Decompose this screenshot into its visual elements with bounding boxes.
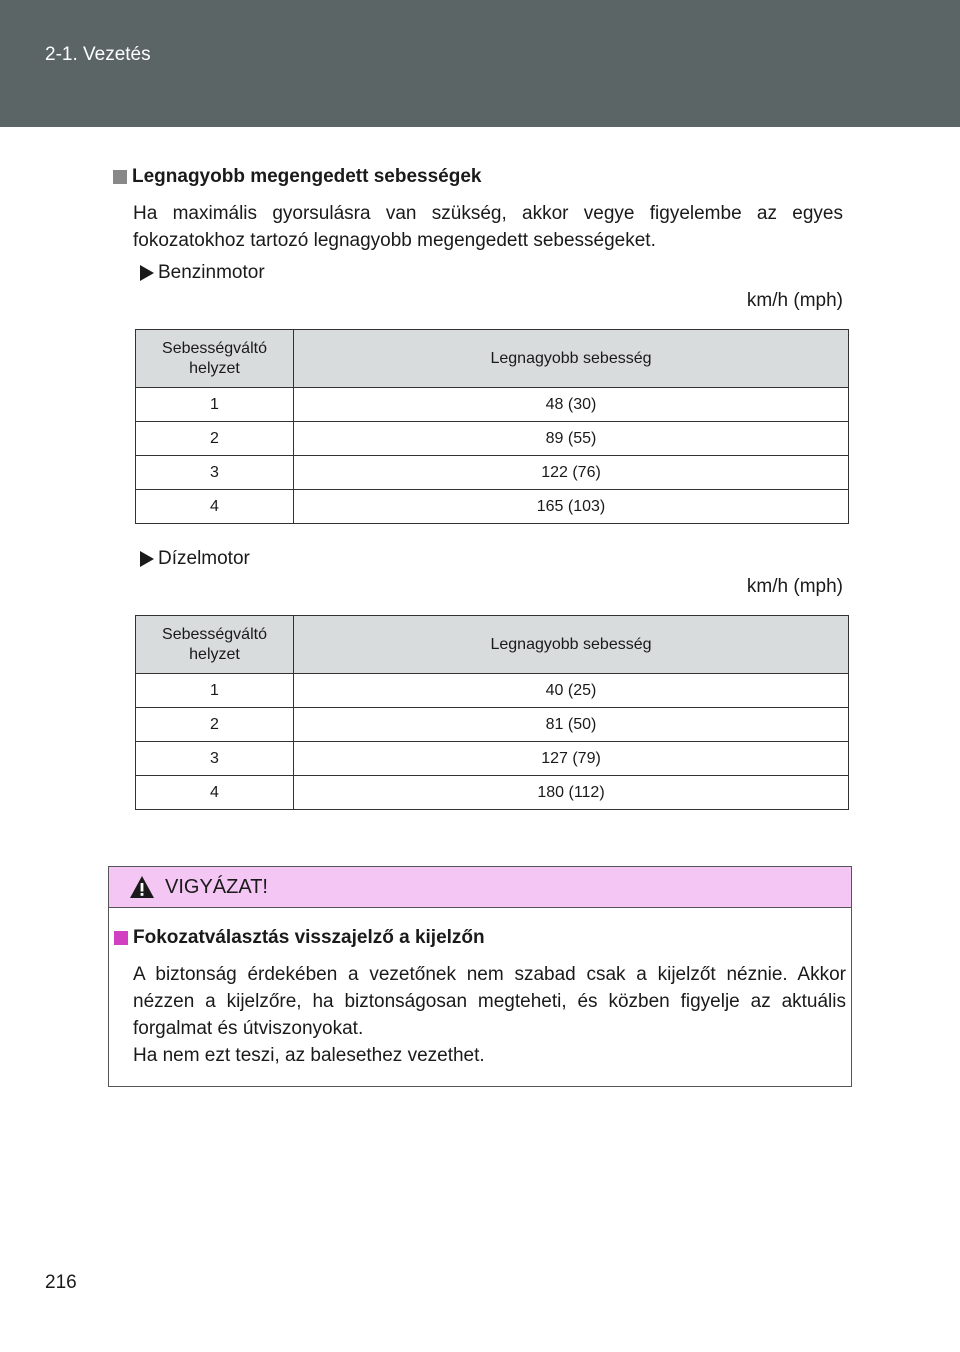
warning-text	[133, 961, 846, 1069]
warning-line: Ha nem ezt teszi, az balesethez vezethet.	[133, 1045, 485, 1066]
petrol-unit: km/h (mph)	[746, 290, 843, 311]
gear-cell: 3	[136, 742, 294, 776]
diesel-label-row	[140, 548, 250, 570]
diesel-speed-table	[135, 615, 849, 810]
gear-cell: 1	[136, 674, 294, 708]
table-row	[136, 674, 849, 708]
gear-cell: 4	[136, 776, 294, 810]
warning-subtitle: Fokozatválasztás visszajelző a kijelzőn	[133, 927, 485, 948]
speed-cell: 180 (112)	[294, 776, 849, 810]
gear-column-header: Sebességváltó helyzet	[136, 330, 294, 388]
warning-line: A biztonság érdekében a vezetőnek nem szabad csak a kijelzőt néznie. Akkor nézzen a kijelzőre, ha biztonságosan megteheti, és közben figyelje az aktuális forgalmat és útviszonyokat.	[133, 964, 846, 1039]
speed-cell: 48 (30)	[294, 388, 849, 422]
table-row	[136, 388, 849, 422]
chapter-title: 2-1. Vezetés	[45, 44, 151, 65]
speed-cell: 40 (25)	[294, 674, 849, 708]
section-heading	[113, 166, 482, 188]
warning-title: VIGYÁZAT!	[165, 875, 268, 898]
table-row	[136, 456, 849, 490]
speed-cell: 127 (79)	[294, 742, 849, 776]
table-header-row	[136, 616, 849, 674]
warning-subheading	[114, 927, 485, 949]
speed-cell: 81 (50)	[294, 708, 849, 742]
section-title: Legnagyobb megengedett sebességek	[132, 166, 482, 187]
petrol-label: Benzinmotor	[158, 262, 265, 283]
table-row	[136, 490, 849, 524]
petrol-label-row	[140, 262, 265, 284]
speed-cell: 89 (55)	[294, 422, 849, 456]
speed-cell: 122 (76)	[294, 456, 849, 490]
page-number: 216	[45, 1272, 77, 1293]
table-row	[136, 742, 849, 776]
table-header-row	[136, 330, 849, 388]
table-row	[136, 422, 849, 456]
table-row	[136, 776, 849, 810]
gear-cell: 2	[136, 422, 294, 456]
petrol-speed-table	[135, 329, 849, 524]
diesel-unit: km/h (mph)	[746, 576, 843, 597]
gear-cell: 3	[136, 456, 294, 490]
gear-cell: 4	[136, 490, 294, 524]
diesel-label: Dízelmotor	[158, 548, 250, 569]
gear-cell: 1	[136, 388, 294, 422]
gear-cell: 2	[136, 708, 294, 742]
triangle-bullet-icon	[140, 265, 154, 281]
speed-column-header: Legnagyobb sebesség	[294, 330, 849, 388]
table-row	[136, 708, 849, 742]
warning-triangle-icon	[129, 875, 155, 899]
warning-box	[108, 866, 852, 1087]
square-bullet-icon	[113, 170, 127, 184]
page-header	[0, 0, 960, 127]
square-bullet-icon	[114, 931, 128, 945]
gear-column-header: Sebességváltó helyzet	[136, 616, 294, 674]
section-paragraph: Ha maximális gyorsulásra van szükség, akkor vegye figyelembe az egyes fokozatokhoz tartozó legnagyobb megengedett sebességeket.	[133, 203, 843, 251]
warning-header	[109, 867, 851, 908]
speed-column-header: Legnagyobb sebesség	[294, 616, 849, 674]
speed-cell: 165 (103)	[294, 490, 849, 524]
triangle-bullet-icon	[140, 551, 154, 567]
